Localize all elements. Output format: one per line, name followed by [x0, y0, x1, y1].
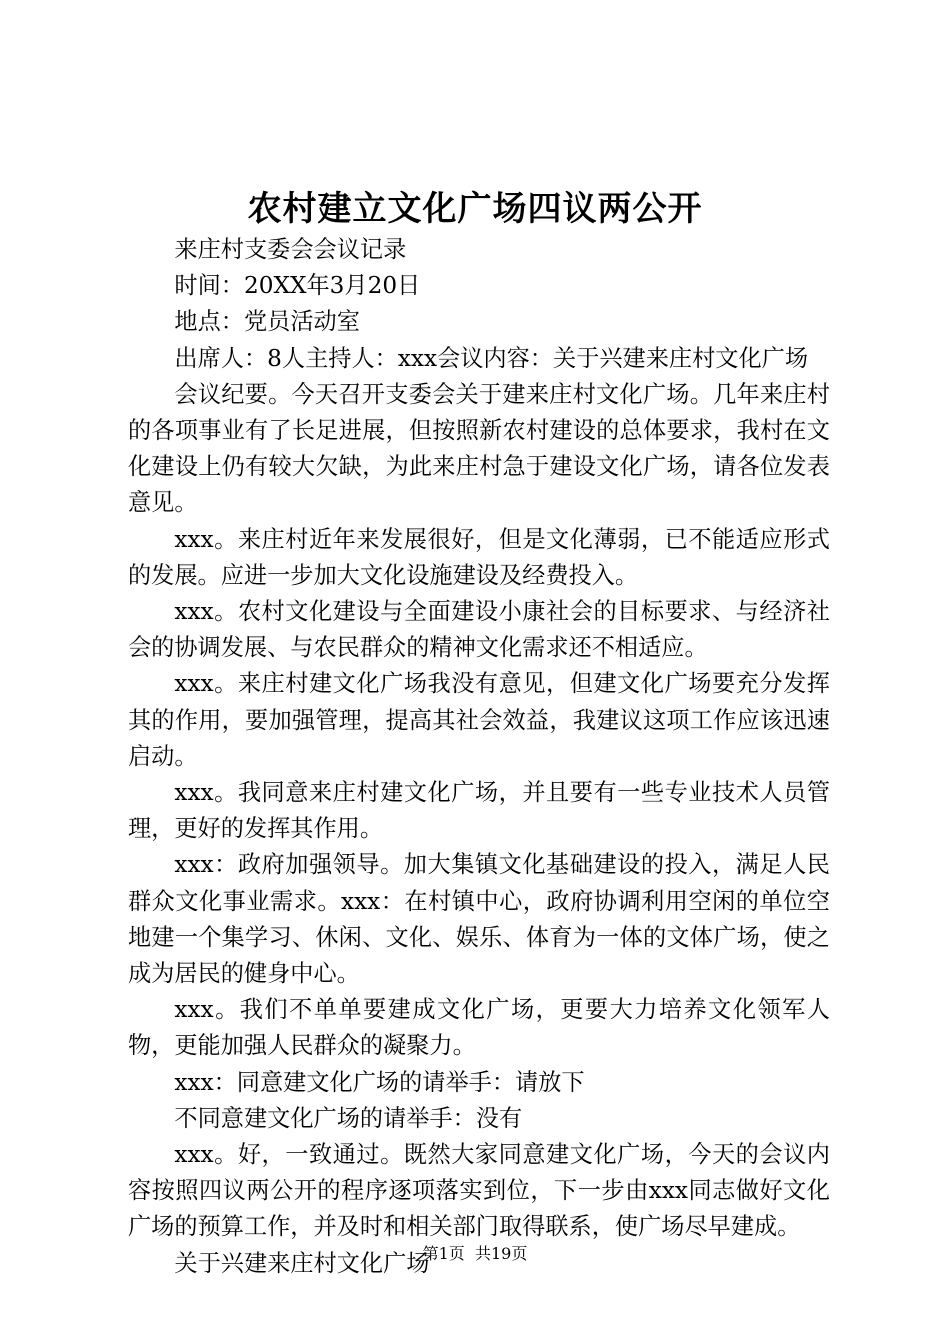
page-footer	[0, 1242, 950, 1266]
paragraph: xxx。我同意来庄村建文化广场，并且要有一些专业技术人员管理，更好的发挥其作用。	[128, 779, 830, 843]
paragraph: 关于兴建来庄村文化广场	[174, 1249, 430, 1277]
paragraph: 来庄村支委会会议记录	[174, 236, 407, 263]
paragraph: xxx。来庄村建文化广场我没有意见，但建文化广场要充分发挥其的作用，要加强管理，提高其社会效益，我建议这项工作应该迅速启动。	[128, 670, 830, 770]
paragraph: xxx。来庄村近年来发展很好，但是文化薄弱，已不能适应形式的发展。应进一步加大文化设施建设及经费投入。	[128, 525, 830, 589]
paragraph: xxx。农村文化建设与全面建设小康社会的目标要求、与经济社会的协调发展、与农民群众的精神文化需求还不相适应。	[128, 598, 830, 662]
document-body	[128, 232, 830, 1282]
paragraph: xxx：同意建文化广场的请举手：请放下	[174, 1068, 585, 1096]
document-title: 农村建立文化广场四议两公开	[247, 189, 703, 229]
paragraph: 不同意建文化广场的请举手：没有	[174, 1104, 523, 1132]
paragraph: 会议纪要。今天召开支委会关于建来庄村文化广场。几年来庄村的各项事业有了长足进展，但按照新农村建设的总体要求，我村在文化建设上仍有较大欠缺，为此来庄村急于建设文化广场，请各位发表意见。	[128, 380, 830, 517]
paragraph: xxx。好，一致通过。既然大家同意建文化广场，今天的会议内容按照四议两公开的程序逐项落实到位，下一步由xxx同志做好文化广场的预算工作，并及时和相关部门取得联系，使广场尽早建成。	[128, 1141, 830, 1241]
paragraph: xxx：政府加强领导。加大集镇文化基础建设的投入，满足人民群众文化事业需求。xxx：在村镇中心，政府协调利用空闲的单位空地建一个集学习、休闲、文化、娱乐、体育为一体的文体广场，使之成为居民的健身中心。	[128, 851, 830, 988]
paragraph: xxx。我们不单单要建成文化广场，更要大力培养文化领军人物，更能加强人民群众的凝聚力。	[128, 996, 830, 1060]
page-total: 共19页	[474, 1244, 528, 1263]
paragraph: 地点：党员活动室	[174, 308, 360, 336]
paragraph: 出席人：8人主持人：xxx会议内容：关于兴建来庄村文化广场	[174, 344, 809, 372]
paragraph: 时间：20XX年3月20日	[174, 272, 421, 300]
page-number: 第1页	[422, 1244, 465, 1263]
